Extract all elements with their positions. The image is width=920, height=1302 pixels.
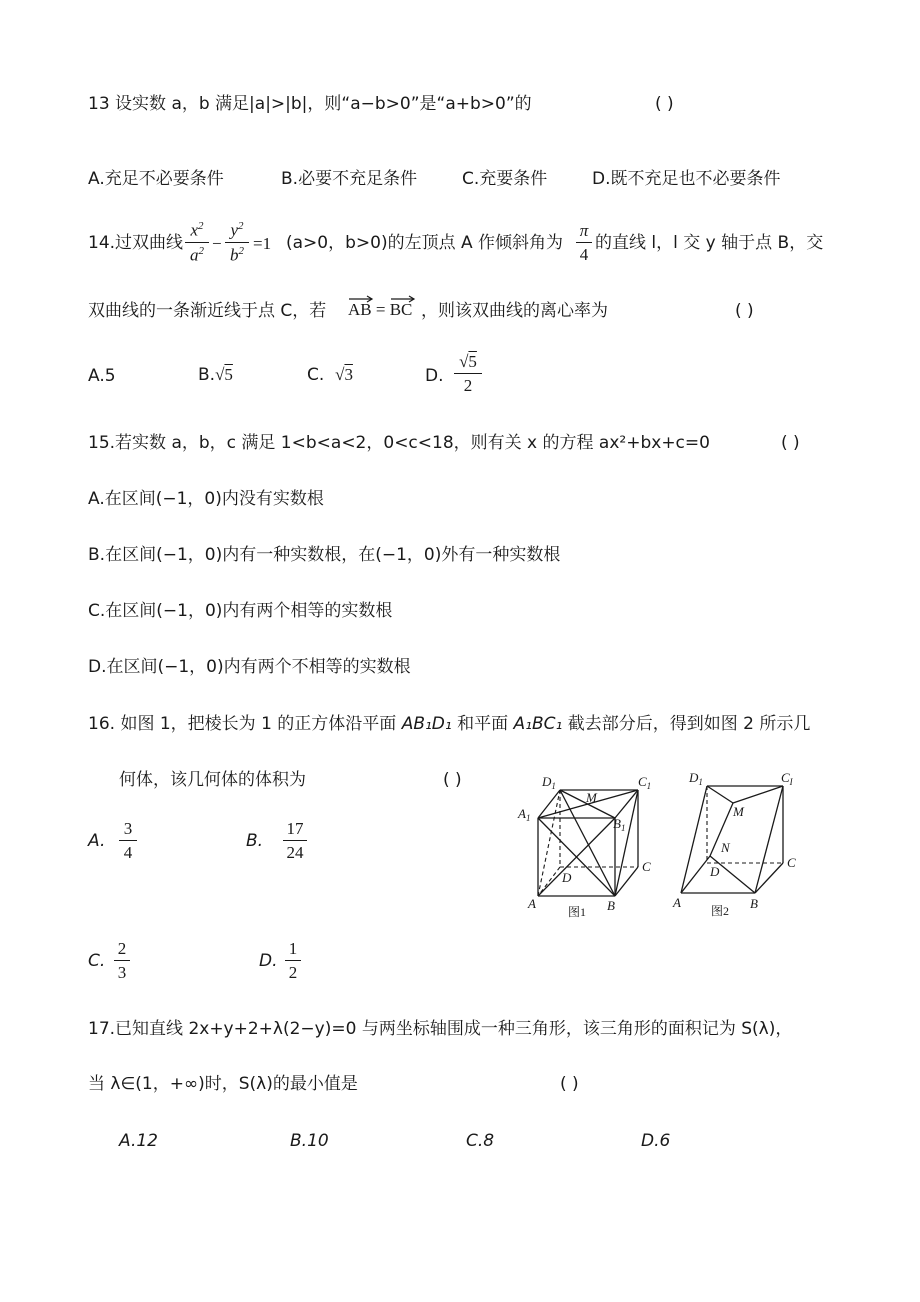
q13-option-b: B.必要不充足条件 bbox=[281, 169, 418, 189]
q14-frac2-den: $b^2$ bbox=[230, 244, 244, 265]
q14-option-a: A.5 bbox=[88, 366, 116, 386]
q13-answer-paren: ( ) bbox=[655, 94, 674, 114]
q15-option-c: C.在区间(−1，0)内有两个相等的实数根 bbox=[88, 601, 393, 621]
label-b: B bbox=[750, 896, 758, 911]
q15-stem: 15.若实数 a，b，c 满足 1<b<a<2，0<c<18，则有关 x 的方程 ax²+bx+c=0 bbox=[88, 433, 710, 453]
q14-tail: 的直线 l，l 交 y 轴于点 B，交 bbox=[595, 233, 824, 253]
figure-2-caption: 图2 bbox=[711, 904, 730, 918]
y-var: y bbox=[230, 220, 239, 240]
q16-text-a: 16. 如图 1，把棱长为 1 的正方体沿平面 bbox=[88, 714, 402, 734]
plane-a1bc1: A₁BC₁ bbox=[513, 714, 563, 734]
q14-option-c bbox=[307, 366, 353, 384]
denominator: 24 bbox=[286, 843, 304, 862]
label-d: D bbox=[710, 864, 720, 879]
plane-ab1d1: AB₁D₁ bbox=[401, 714, 452, 734]
q17-line1: 17.已知直线 2x+y+2+λ(2−y)=0 与两坐标轴围成一种三角形，该三角形的面积记为 S(λ)， bbox=[88, 1019, 793, 1039]
q16-option-b-label: B. bbox=[246, 831, 264, 851]
q16-option-a-fraction bbox=[119, 820, 137, 861]
label-m: M bbox=[733, 804, 744, 819]
a-var: a bbox=[190, 245, 199, 265]
option-b-label: B. bbox=[198, 365, 216, 385]
sqrt-value: 5 bbox=[224, 365, 233, 384]
figure-2-solid bbox=[665, 768, 805, 920]
q17-option-c: C.8 bbox=[466, 1131, 495, 1151]
q16-option-c-label: C. bbox=[88, 951, 106, 971]
q14-prefix: 14.过双曲线 bbox=[88, 233, 184, 253]
denominator: 4 bbox=[123, 843, 133, 862]
q15-answer-paren: ( ) bbox=[781, 433, 800, 453]
label-c1: $C_I$ bbox=[781, 770, 793, 787]
q16-answer-paren: ( ) bbox=[443, 770, 462, 790]
vector-ab bbox=[348, 301, 412, 318]
vector-arrow-icon bbox=[390, 295, 416, 303]
q14-option-b bbox=[198, 366, 233, 384]
vector-arrow-icon bbox=[348, 295, 374, 303]
four-digit: 4 bbox=[579, 245, 589, 264]
q17-option-a: A.12 bbox=[119, 1131, 158, 1151]
vector-ab-label: AB bbox=[348, 300, 372, 319]
figure-1-caption: 图1 bbox=[568, 905, 587, 919]
q14-option-d-fraction bbox=[454, 353, 482, 394]
label-a: A bbox=[673, 895, 681, 910]
q14-line2: 双曲线的一条渐近线于点 C，若 bbox=[88, 301, 327, 321]
label-d1: $D_1$ bbox=[542, 774, 556, 791]
q17-option-d: D.6 bbox=[641, 1131, 671, 1151]
q13-stem: 13 设实数 a，b 满足|a|>|b|，则“a−b>0”是“a+b>0”的 bbox=[88, 94, 532, 114]
sqrt-icon: √ bbox=[459, 352, 469, 371]
label-d: D bbox=[562, 870, 572, 885]
minus-sign: − bbox=[212, 234, 222, 253]
q17-option-b: B.10 bbox=[290, 1131, 329, 1151]
q16-text-b: 和平面 bbox=[451, 714, 514, 734]
vector-bc-label: BC bbox=[389, 300, 413, 319]
label-n: N bbox=[721, 840, 730, 855]
q14-frac1-den: $a^2$ bbox=[190, 244, 204, 265]
numerator: 2 bbox=[117, 939, 127, 958]
q14-fraction-pi-4 bbox=[576, 222, 592, 263]
q17-line2: 当 λ∈(1，+∞)时，S(λ)的最小值是 bbox=[88, 1074, 358, 1094]
q16-option-b-fraction bbox=[283, 820, 307, 861]
vector-equals: = bbox=[371, 300, 390, 319]
x-var: x bbox=[190, 220, 199, 240]
q14-option-d-label: D. bbox=[425, 366, 444, 386]
label-c: C bbox=[642, 859, 651, 874]
label-b1: $B_1$ bbox=[613, 816, 626, 833]
label-m: M bbox=[586, 790, 597, 805]
figure-1-cube bbox=[510, 768, 660, 920]
q15-option-a: A.在区间(−1，0)内没有实数根 bbox=[88, 489, 324, 509]
option-c-label: C. bbox=[307, 365, 325, 385]
q13-option-a: A.充足不必要条件 bbox=[88, 169, 224, 189]
q14-condition: (a>0，b>0)的左顶点 A 作倾斜角为 bbox=[286, 233, 564, 253]
sqrt-value: 5 bbox=[468, 352, 477, 371]
label-d1: $D_1$ bbox=[689, 770, 703, 787]
q16-option-a-label: A. bbox=[88, 831, 106, 851]
denominator: 2 bbox=[288, 963, 298, 982]
q14-frac2-num: $y^2$ bbox=[230, 220, 244, 240]
q14-line2-tail: ，则该双曲线的离心率为 bbox=[421, 301, 608, 321]
label-c1: $C_1$ bbox=[638, 774, 652, 791]
pi-symbol: π bbox=[579, 221, 589, 240]
q14-answer-paren: ( ) bbox=[735, 301, 754, 321]
q13-option-c: C.充要条件 bbox=[462, 169, 548, 189]
numerator: 17 bbox=[286, 819, 304, 838]
numerator: 1 bbox=[288, 939, 298, 958]
sqrt-icon: √ bbox=[215, 365, 225, 384]
q15-option-d: D.在区间(−1，0)内有两个不相等的实数根 bbox=[88, 657, 411, 677]
sqrt-value: 3 bbox=[344, 365, 353, 384]
q13-option-d: D.既不充足也不必要条件 bbox=[592, 169, 781, 189]
q14-fraction-y2-b2 bbox=[225, 221, 249, 263]
denominator: 2 bbox=[463, 376, 473, 395]
sqrt-icon: √ bbox=[335, 365, 345, 384]
label-c: C bbox=[787, 855, 796, 870]
denominator: 3 bbox=[117, 963, 127, 982]
q16-option-c-fraction bbox=[114, 940, 130, 981]
b-var: b bbox=[230, 245, 239, 265]
q14-frac1-num: $x^2$ bbox=[190, 220, 204, 240]
q15-option-b: B.在区间(−1，0)内有一种实数根，在(−1，0)外有一种实数根 bbox=[88, 545, 561, 565]
label-a1: $A_1$ bbox=[518, 806, 531, 823]
numerator: 3 bbox=[123, 819, 133, 838]
q16-line1 bbox=[88, 716, 810, 733]
q16-line2: 何体，该几何体的体积为 bbox=[119, 770, 306, 790]
q16-text-c: 截去部分后，得到如图 2 所示几 bbox=[562, 714, 811, 734]
q16-option-d-fraction bbox=[285, 940, 301, 981]
q16-option-d-label: D. bbox=[259, 951, 278, 971]
q17-answer-paren: ( ) bbox=[560, 1074, 579, 1094]
q14-equals-one: =1 bbox=[253, 234, 272, 253]
q14-fraction-x2-a2 bbox=[185, 221, 209, 263]
label-a: A bbox=[528, 896, 536, 911]
label-b: B bbox=[607, 898, 615, 913]
